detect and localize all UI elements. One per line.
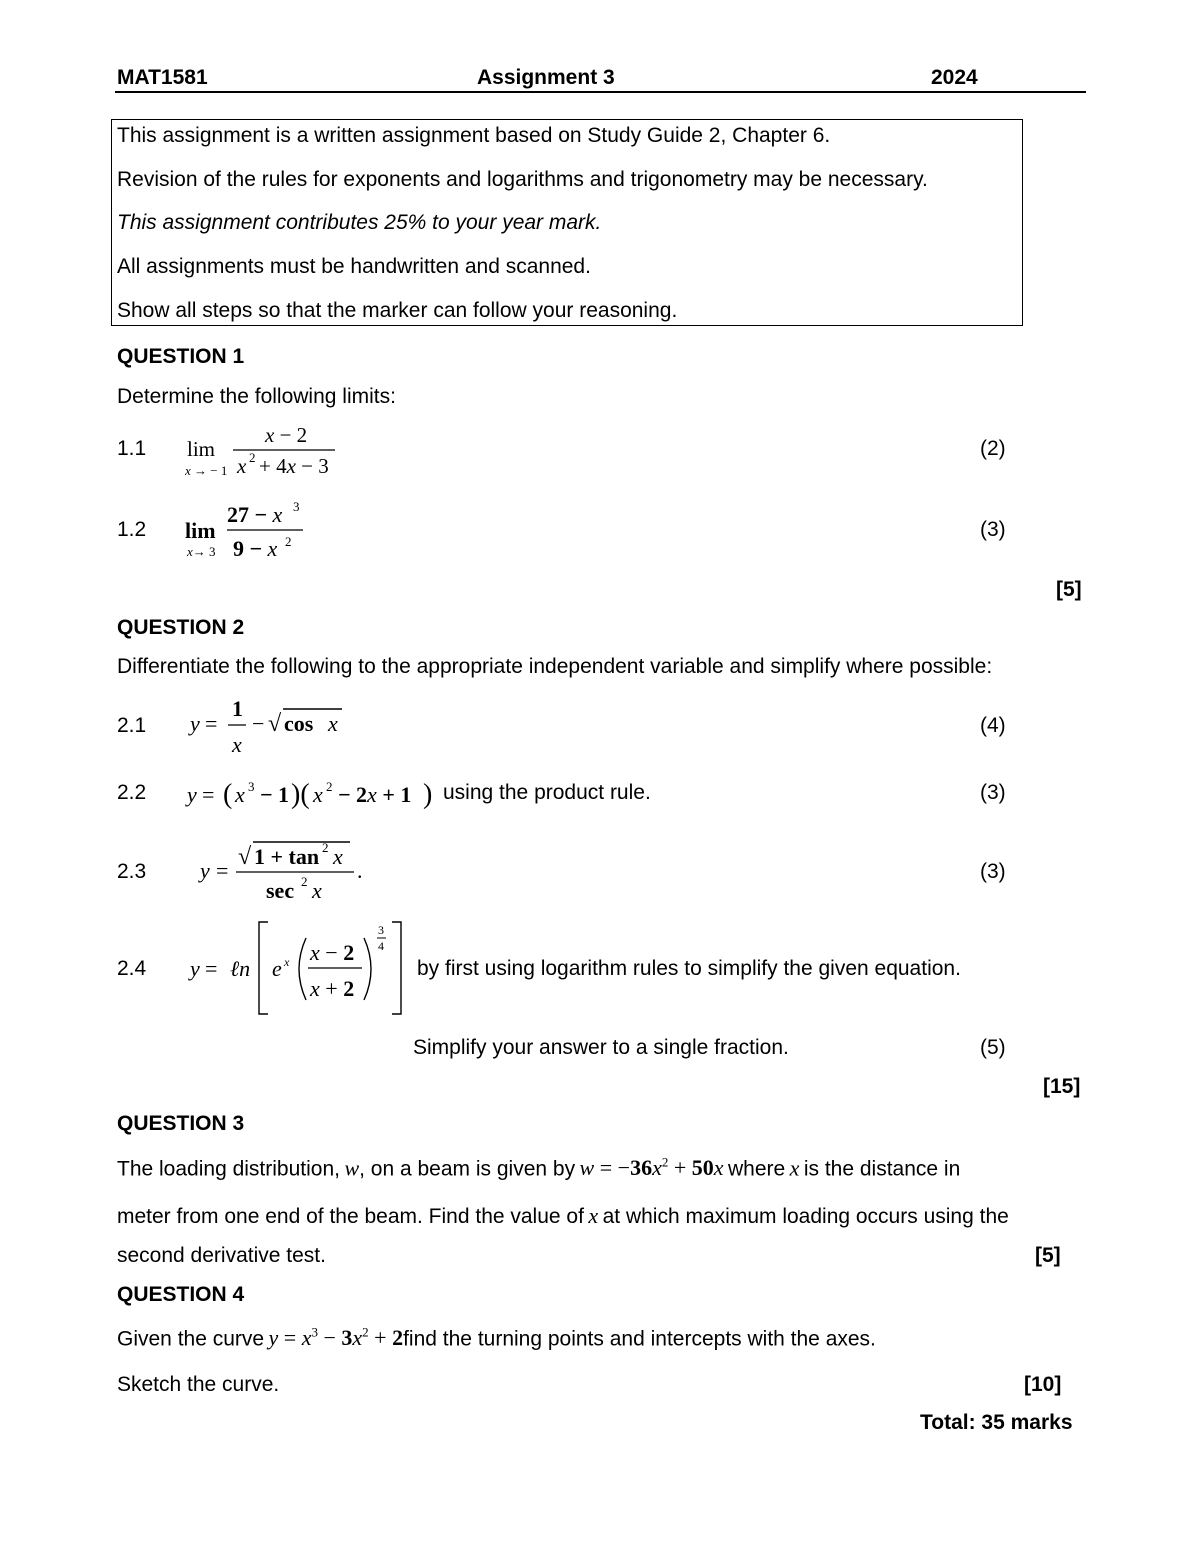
question-3-line-2 [117, 1203, 1009, 1229]
q3-var-w: w [344, 1155, 360, 1181]
svg-text:y: y [200, 858, 210, 883]
q1-2-limit-expression [185, 498, 315, 569]
q3-text-3: where [727, 1157, 786, 1181]
course-code: MAT1581 [117, 66, 208, 89]
svg-text:2: 2 [301, 874, 308, 889]
q4-text-1: Given the curve [117, 1327, 265, 1351]
svg-text:=: = [216, 858, 229, 883]
svg-text:4: 4 [378, 939, 384, 953]
question-2-heading: QUESTION 2 [117, 616, 245, 639]
svg-text:x: x [333, 844, 343, 869]
q3-var-x-2: x [588, 1203, 599, 1228]
svg-text:x: x [313, 782, 323, 807]
q3-text-6: at which maximum loading occurs using the [602, 1205, 1009, 1228]
q2-3-expression [196, 830, 376, 911]
svg-text:x→ 3: x→ 3 [187, 544, 216, 559]
svg-text:x: x [312, 878, 322, 903]
grand-total: Total: 35 marks [920, 1411, 1073, 1434]
svg-text:− 2x + 1: − 2x + 1 [338, 782, 412, 807]
q1-2-number: 1.2 [117, 518, 147, 541]
q3-text-4: is the distance in [803, 1157, 961, 1181]
svg-text:cos: cos [284, 711, 314, 736]
question-4-line-1 [117, 1325, 876, 1351]
svg-text:): ) [423, 779, 433, 810]
q1-1-marks: (2) [980, 437, 1006, 460]
svg-text:(: ( [223, 779, 233, 810]
question-3-line-1 [117, 1155, 960, 1181]
q2-3-marks: (3) [980, 860, 1006, 883]
svg-text:e: e [272, 956, 282, 981]
svg-text:x − 2: x − 2 [310, 940, 355, 965]
svg-text:√: √ [238, 844, 252, 870]
q3-text-5: meter from one end of the beam. Find the value of [117, 1205, 584, 1228]
question-3-total: [5] [1035, 1244, 1061, 1267]
info-line-2: Revision of the rules for exponents and logarithms and trigonometry may be necessary. [117, 168, 928, 191]
svg-text:1 + tan: 1 + tan [254, 844, 320, 869]
question-4-total: [10] [1024, 1373, 1062, 1396]
header-rule [115, 91, 1086, 93]
svg-text:x + 2: x + 2 [310, 976, 355, 1001]
question-3-heading: QUESTION 3 [117, 1112, 245, 1135]
q3-text-2: , on a beam is given by [359, 1157, 576, 1181]
question-2-total: [15] [1043, 1075, 1081, 1098]
q2-2-number: 2.2 [117, 781, 147, 804]
q2-4-note: Simplify your answer to a single fraction. [413, 1036, 789, 1059]
q3-text-1: The loading distribution, [117, 1157, 340, 1181]
svg-text:y: y [190, 956, 200, 981]
svg-text:.: . [357, 858, 363, 883]
q2-2-expression [185, 772, 441, 821]
q2-2-marks: (3) [980, 781, 1006, 804]
svg-text:y: y [187, 782, 197, 807]
svg-text:x: x [232, 732, 242, 757]
q4-text-3: Sketch the curve. [117, 1373, 280, 1396]
svg-text:27 − x: 27 − x [227, 502, 283, 527]
svg-text:=: = [202, 782, 215, 807]
svg-text:x − 2: x − 2 [265, 423, 308, 447]
q2-4-text: by first using logarithm rules to simplify the given equation. [417, 957, 961, 980]
q2-1-marks: (4) [980, 714, 1006, 737]
q2-3-number: 2.3 [117, 860, 147, 883]
q2-4-marks: (5) [980, 1036, 1006, 1059]
svg-text:x: x [235, 782, 245, 807]
q4-equation: $y = x^3 - 3x^2 + 2$ [268, 1325, 404, 1351]
svg-text:y: y [190, 711, 200, 736]
question-1-heading: QUESTION 1 [117, 345, 245, 368]
info-line-5: Show all steps so that the marker can follow your reasoning. [117, 299, 678, 322]
svg-text:x: x [328, 711, 338, 736]
svg-text:−: − [252, 711, 265, 736]
q2-1-expression [188, 694, 358, 763]
svg-text:=: = [205, 956, 218, 981]
svg-text:x: x [284, 955, 290, 969]
q2-1-number: 2.1 [117, 714, 147, 737]
question-2-intro: Differentiate the following to the appropriate independent variable and simplify where possible: [117, 655, 993, 678]
svg-text:3: 3 [293, 499, 300, 514]
svg-text:x: x [185, 463, 191, 478]
svg-text:+ 4x − 3: + 4x − 3 [259, 454, 329, 478]
q1-2-marks: (3) [980, 518, 1006, 541]
svg-text:− 1: − 1 [260, 782, 290, 807]
q3-var-x: x [789, 1155, 800, 1181]
q1-1-limit-expression [185, 420, 355, 487]
q3-equation: $w = -36x^2 + 50x$ [579, 1155, 724, 1181]
year: 2024 [931, 66, 978, 89]
svg-text:lim: lim [185, 518, 216, 543]
svg-text:√: √ [268, 711, 282, 737]
svg-text:1: 1 [232, 696, 243, 721]
q2-4-expression [188, 916, 408, 1025]
svg-text:sec: sec [266, 878, 295, 903]
q2-2-text: using the product rule. [443, 781, 651, 804]
question-1-total: [5] [1056, 578, 1082, 601]
svg-text:ℓn: ℓn [230, 956, 251, 981]
q2-4-number: 2.4 [117, 957, 147, 980]
svg-text:2: 2 [326, 779, 333, 794]
svg-text:lim: lim [187, 437, 216, 461]
svg-text:x: x [237, 454, 247, 478]
question-1-intro: Determine the following limits: [117, 385, 396, 408]
svg-text:2: 2 [322, 840, 329, 855]
svg-text:3: 3 [378, 923, 384, 937]
info-line-3: This assignment contributes 25% to your year mark. [117, 211, 602, 234]
svg-text:)(: )( [291, 779, 310, 810]
svg-text:2: 2 [285, 534, 292, 549]
svg-text:2: 2 [249, 450, 256, 465]
svg-text:=: = [205, 711, 218, 736]
svg-text:3: 3 [248, 779, 255, 794]
q1-1-number: 1.1 [117, 437, 147, 460]
info-line-1: This assignment is a written assignment based on Study Guide 2, Chapter 6. [117, 124, 831, 147]
svg-text:→ − 1: → − 1 [194, 463, 228, 478]
question-4-heading: QUESTION 4 [117, 1283, 245, 1306]
svg-text:9 − x: 9 − x [233, 536, 278, 561]
q4-text-2: find the turning points and intercepts with the axes. [403, 1327, 876, 1351]
info-line-4: All assignments must be handwritten and scanned. [117, 255, 591, 278]
q3-text-7: second derivative test. [117, 1244, 326, 1267]
page-title: Assignment 3 [477, 66, 615, 89]
